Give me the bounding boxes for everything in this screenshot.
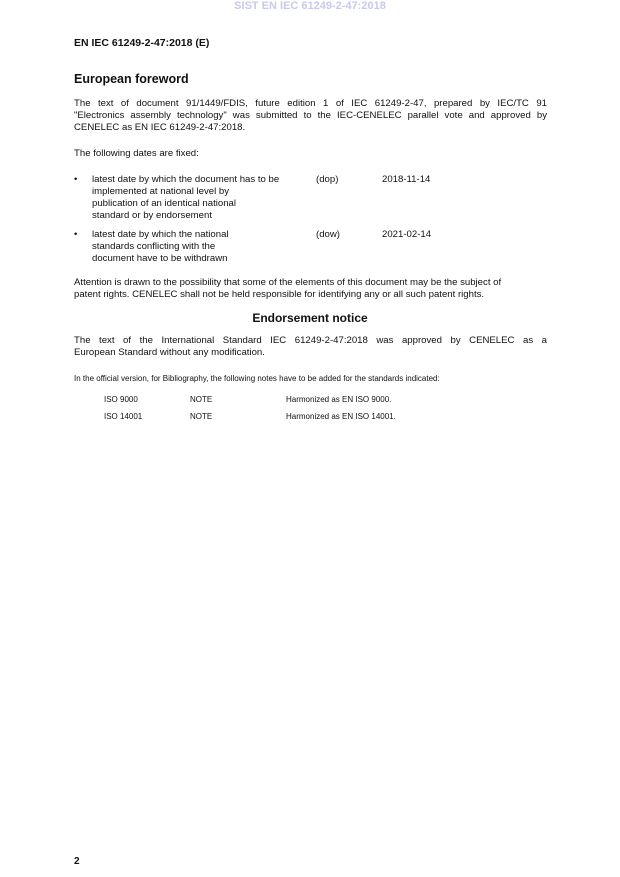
date-value: 2018-11-14 <box>382 174 431 185</box>
text-line: Attention is drawn to the possibility that some of the elements of this document may be the subject of <box>74 277 502 288</box>
text-line: implemented at national level by <box>92 186 230 197</box>
text-line: The text of the International Standard IEC 61249-2-47:2018 was approved by CENELEC as a <box>74 335 547 346</box>
dates-intro: The following dates are fixed: <box>74 148 199 159</box>
date-code: (dop) <box>316 174 339 185</box>
text-line: standard or by endorsement <box>92 210 212 221</box>
text-line: patent rights. CENELEC shall not be held responsible for identifying any or all such patent rights. <box>74 289 485 300</box>
document-header: EN IEC 61249-2-47:2018 (E) <box>74 37 210 49</box>
text-line: "Electronics assembly technology" was submitted to the IEC-CENELEC parallel vote and approved by <box>74 110 547 121</box>
note-text: Harmonized as EN ISO 9000. <box>286 395 392 404</box>
text-line: latest date by which the national <box>92 229 229 240</box>
foreword-paragraph <box>74 98 547 134</box>
bullet: • <box>74 229 78 240</box>
standard-id: ISO 14001 <box>104 412 143 421</box>
watermark: SIST EN IEC 61249-2-47:2018 <box>234 0 386 12</box>
endorsement-title: Endorsement notice <box>252 311 368 325</box>
text-line: CENELEC as EN IEC 61249-2-47:2018. <box>74 122 246 133</box>
bibliography-intro: In the official version, for Bibliography, the following notes have to be added for the standards indicated: <box>74 374 440 383</box>
text-line: document have to be withdrawn <box>92 253 228 264</box>
bullet: • <box>74 174 78 185</box>
page-number: 2 <box>74 856 80 867</box>
date-code: (dow) <box>316 229 340 240</box>
note-text: Harmonized as EN ISO 14001. <box>286 412 396 421</box>
endorsement-paragraph <box>74 335 547 359</box>
text-line: The text of document 91/1449/FDIS, future edition 1 of IEC 61249-2-47, prepared by IEC/TC 91 <box>74 98 547 109</box>
standard-id: ISO 9000 <box>104 395 138 404</box>
note-label: NOTE <box>190 412 213 421</box>
text-line: publication of an identical national <box>92 198 237 209</box>
date-value: 2021-02-14 <box>382 229 432 240</box>
note-label: NOTE <box>190 395 213 404</box>
foreword-title: European foreword <box>74 72 189 86</box>
text-line: European Standard without any modification. <box>74 347 265 358</box>
text-line: latest date by which the document has to be <box>92 174 280 185</box>
attention-paragraph <box>74 277 547 301</box>
text-line: standards conflicting with the <box>92 241 216 252</box>
